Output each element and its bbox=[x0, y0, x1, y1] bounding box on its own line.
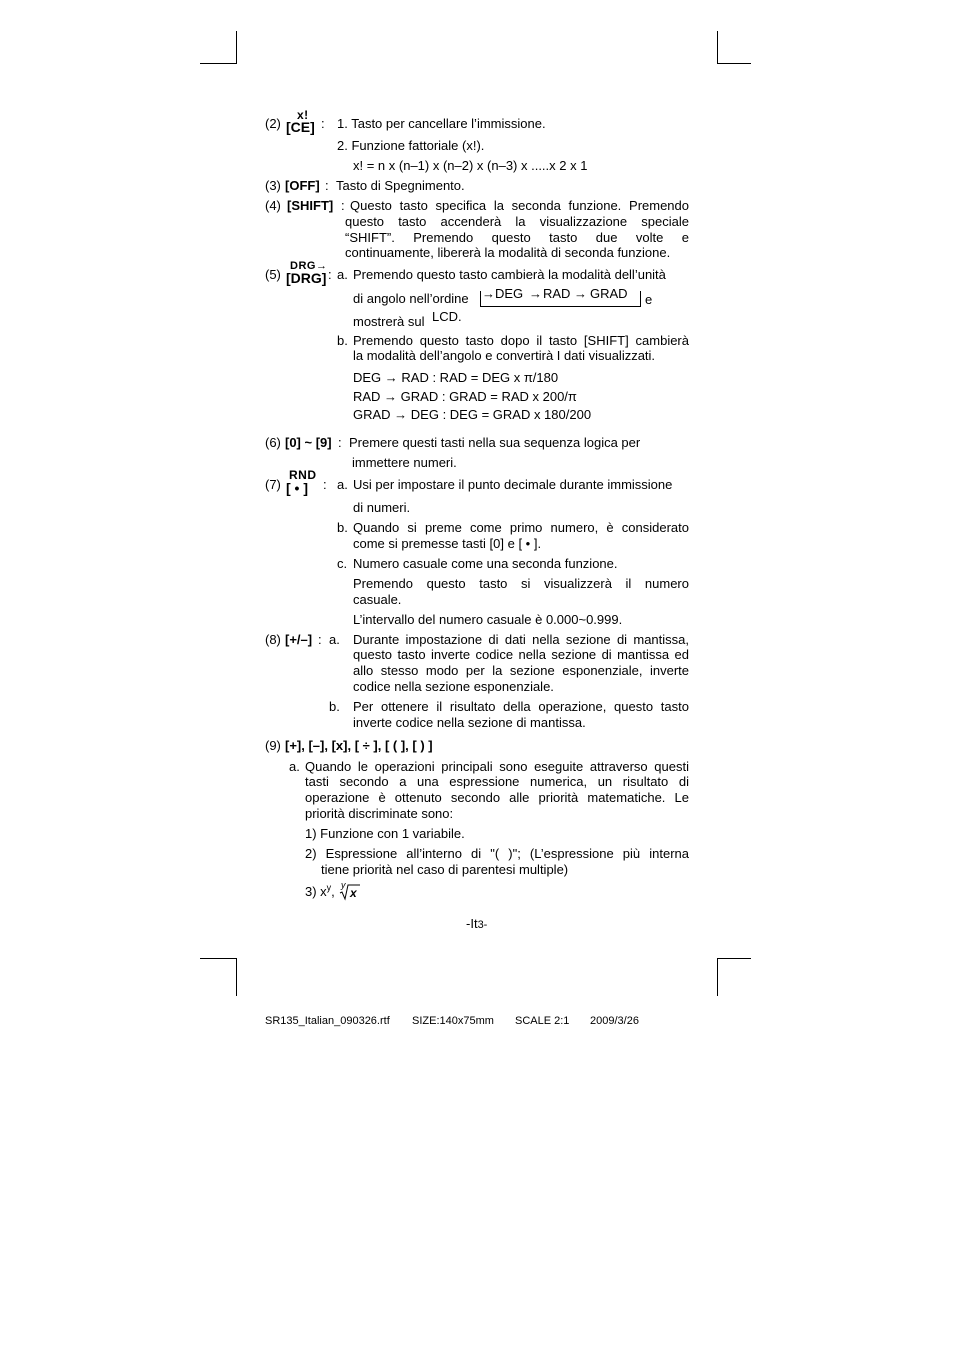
key-shift: [SHIFT] bbox=[287, 198, 334, 213]
separator: : bbox=[338, 435, 342, 450]
crop-mark bbox=[200, 63, 236, 64]
page-number-value: 3- bbox=[477, 919, 488, 931]
description: 2. Funzione fattoriale (x!). bbox=[337, 138, 485, 153]
list-label: b. bbox=[337, 520, 348, 535]
description: Premere questi tasti nella sua sequenza logica per bbox=[349, 435, 641, 450]
description: mostrerà sul bbox=[353, 314, 425, 329]
key-secondary-label: RND bbox=[289, 468, 317, 482]
key-decimal-point: [ • ] bbox=[286, 480, 309, 496]
list-label: a. bbox=[289, 759, 300, 774]
item-number: (8) bbox=[265, 632, 281, 647]
crop-mark bbox=[717, 31, 718, 64]
separator: : bbox=[318, 632, 322, 647]
drg-label: DRG bbox=[290, 260, 316, 272]
crop-mark bbox=[717, 63, 751, 64]
description-line: questo tasto inverte codice nella sezione di mantissa ed bbox=[353, 647, 689, 662]
conversion-formula: GRAD → DEG : DEG = GRAD x 180/200 bbox=[353, 407, 592, 422]
key-secondary-label: x! bbox=[297, 108, 309, 122]
footer-filename: SR135_Italian_090326.rtf bbox=[265, 1015, 390, 1027]
item-number: (2) bbox=[265, 116, 281, 131]
description-line: Per ottenere il risultato della operazione, questo tasto bbox=[353, 699, 689, 714]
description-line: Quando si preme come primo numero, è considerato bbox=[353, 520, 689, 535]
crop-mark bbox=[236, 31, 237, 64]
separator: : bbox=[323, 477, 327, 492]
mode-grad: GRAD bbox=[590, 286, 628, 301]
list-label: b. bbox=[329, 699, 340, 714]
mode-deg: DEG bbox=[495, 286, 524, 301]
footer-date: 2009/3/26 bbox=[590, 1015, 639, 1027]
description: Premendo questo tasto cambierà la modalità dell’unità bbox=[353, 267, 666, 282]
item-number: (6) bbox=[265, 435, 281, 450]
key-off: [OFF] bbox=[285, 178, 320, 193]
item-number: (5) bbox=[265, 267, 281, 282]
key-ce: [CE] bbox=[286, 119, 315, 135]
separator: : bbox=[325, 178, 329, 193]
key-sign-change: [+/–] bbox=[285, 632, 313, 647]
separator: : bbox=[341, 198, 345, 213]
description-line: operazione è ottenuto secondo alle priorità matematiche. Le bbox=[305, 790, 689, 805]
item-number: (7) bbox=[265, 477, 281, 492]
description: LCD. bbox=[432, 309, 462, 324]
arrow-icon: → bbox=[529, 286, 542, 301]
key-drg: [DRG] bbox=[286, 270, 327, 286]
root-index: y bbox=[341, 880, 346, 890]
description-line: Quando le operazioni principali sono eseguite attraverso questi bbox=[305, 759, 689, 774]
list-label: a. bbox=[337, 267, 348, 282]
description-line: tasti secondo a una espressione numerica, un risultato di bbox=[305, 774, 689, 789]
separator: : bbox=[321, 116, 325, 131]
description: Tasto di Spegnimento. bbox=[336, 178, 465, 193]
power-exponent: y bbox=[326, 882, 332, 893]
arrow-icon: → bbox=[315, 260, 328, 272]
footer-size: SIZE:140x75mm bbox=[412, 1015, 494, 1027]
root-argument: x bbox=[350, 886, 357, 900]
description-line: Durante impostazione di dati nella sezione di mantissa, bbox=[353, 632, 689, 647]
mode-rad: RAD bbox=[543, 286, 571, 301]
description-line: Premendo questo tasto si visualizzerà il numero bbox=[353, 576, 689, 591]
comma: , bbox=[331, 884, 335, 899]
priority-item: 2) Espressione all’interno di "( )"; (L’espressione più interna bbox=[305, 846, 689, 861]
crop-mark bbox=[717, 958, 718, 996]
description-line: come si premesse tasti [0] e [ • ]. bbox=[353, 536, 542, 551]
priority-item: 1) Funzione con 1 variabile. bbox=[305, 826, 465, 841]
power-base: 3) x bbox=[305, 884, 327, 899]
footer-scale: SCALE 2:1 bbox=[515, 1015, 570, 1027]
list-label: a. bbox=[329, 632, 340, 647]
page-number-prefix: -It bbox=[466, 916, 478, 931]
description: L’intervallo del numero casuale è 0.000~0.999. bbox=[353, 612, 623, 627]
description-line: inverte codice nella sezione di mantissa. bbox=[353, 715, 586, 730]
description-line: casuale. bbox=[353, 592, 402, 607]
key-operators: [+], [–], [x], [ ÷ ], [ ( ], [ ) ] bbox=[285, 738, 433, 753]
description-line: continuamente, libererà la modalità di seconda funzione. bbox=[345, 245, 671, 260]
key-digits: [0] ~ [9] bbox=[285, 435, 332, 450]
description-line: priorità discriminate sono: bbox=[305, 806, 454, 821]
description: 1. Tasto per cancellare l’immissione. bbox=[337, 116, 546, 131]
description-line: codice nella sezione esponenziale. bbox=[353, 679, 554, 694]
list-label: b. bbox=[337, 333, 348, 348]
arrow-icon: → bbox=[574, 286, 587, 301]
description: di angolo nell’ordine bbox=[353, 291, 469, 306]
description-line: la modalità dell’angolo e convertirà I dati visualizzati. bbox=[353, 348, 656, 363]
item-number: (4) bbox=[265, 198, 281, 213]
formula: x! = n x (n–1) x (n–2) x (n–3) x .....x 2 x 1 bbox=[353, 158, 588, 173]
priority-item: tiene priorità nel caso di parentesi multiple) bbox=[321, 862, 569, 877]
crop-mark bbox=[717, 958, 751, 959]
conversion-formula: DEG → RAD : RAD = DEG x π/180 bbox=[353, 370, 559, 385]
description: e bbox=[645, 292, 653, 307]
crop-mark bbox=[200, 958, 236, 959]
description: di numeri. bbox=[353, 500, 411, 515]
description: Numero casuale come una seconda funzione. bbox=[353, 556, 618, 571]
list-label: a. bbox=[337, 477, 348, 492]
separator: : bbox=[328, 267, 332, 282]
page-number bbox=[466, 916, 487, 933]
description: Usi per impostare il punto decimale durante immissione bbox=[353, 477, 673, 492]
description-line: questo tasto accenderà la visualizzazione speciale bbox=[345, 214, 689, 229]
description-line: Questo tasto specifica la seconda funzione. Premendo bbox=[350, 198, 689, 213]
crop-mark bbox=[236, 958, 237, 996]
arrow-icon: → bbox=[482, 286, 495, 301]
conversion-formula: RAD → GRAD : GRAD = RAD x 200/π bbox=[353, 389, 577, 404]
description-line: allo stesso modo per la sezione esponenziale, inverte bbox=[353, 663, 689, 678]
item-number: (3) bbox=[265, 178, 281, 193]
description: immettere numeri. bbox=[352, 455, 457, 470]
item-number: (9) bbox=[265, 738, 281, 753]
description-line: “SHIFT”. Premendo questo tasto due volte e bbox=[345, 230, 689, 245]
list-label: c. bbox=[337, 556, 348, 571]
description-line: Premendo questo tasto dopo il tasto [SHIFT] cambierà bbox=[353, 333, 689, 348]
priority-item bbox=[305, 884, 335, 899]
